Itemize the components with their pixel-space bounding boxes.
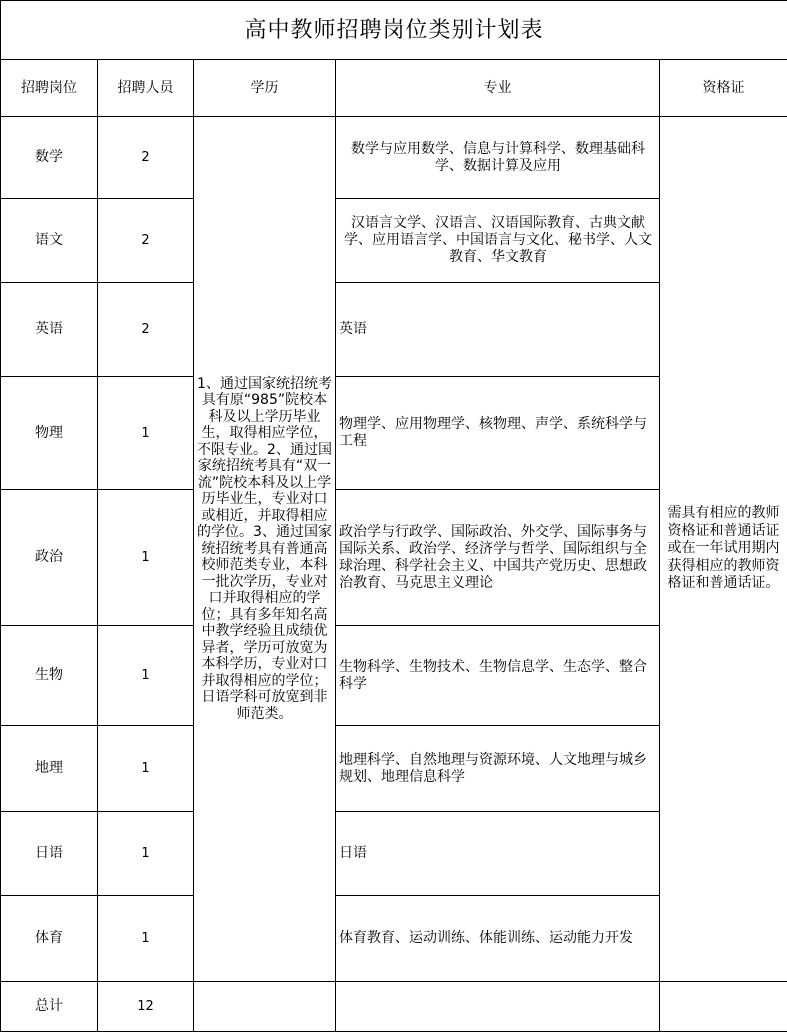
total-certificate-empty [660, 982, 787, 1032]
total-count: 12 [98, 982, 194, 1032]
count-cell: 1 [98, 896, 194, 982]
header-education: 学历 [194, 60, 336, 117]
count-cell: 1 [98, 726, 194, 812]
major-cell: 生物科学、生物技术、生物信息学、生态学、整合科学 [336, 626, 660, 726]
major-cell: 日语 [336, 812, 660, 896]
education-cell: 1、通过国家统招统考具有原“985”院校本科及以上学历毕业生，取得相应学位，不限专业。2、通过国家统招统考具有“双一流”院校本科及以上学历毕业生，专业对口或相近，并取得相应的学位。3、通过国家统招统考具有普通高校师范类专业，本科一批次学历，专业对口并取得相应的学位；具有多年知名高中教学经验且成绩优异者，学历可放宽为本科学历，专业对口并取得相应的学位；日语学科可放宽到非师范类。 [194, 117, 336, 982]
total-education-empty [194, 982, 336, 1032]
major-cell: 地理科学、自然地理与资源环境、人文地理与城乡规划、地理信息科学 [336, 726, 660, 812]
count-cell: 2 [98, 283, 194, 377]
position-cell: 物理 [1, 377, 98, 490]
count-cell: 2 [98, 117, 194, 199]
position-cell: 数学 [1, 117, 98, 199]
major-cell: 英语 [336, 283, 660, 377]
count-cell: 1 [98, 490, 194, 626]
header-count: 招聘人员 [98, 60, 194, 117]
certificate-cell: 需具有相应的教师资格证和普通话证或在一年试用期内获得相应的教师资格证和普通话证。 [660, 117, 787, 982]
count-cell: 1 [98, 377, 194, 490]
count-cell: 2 [98, 199, 194, 283]
major-cell: 体育教育、运动训练、体能训练、运动能力开发 [336, 896, 660, 982]
position-cell: 生物 [1, 626, 98, 726]
header-certificate: 资格证 [660, 60, 787, 117]
total-major-empty [336, 982, 660, 1032]
position-cell: 政治 [1, 490, 98, 626]
major-cell: 政治学与行政学、国际政治、外交学、国际事务与国际关系、政治学、经济学与哲学、国际组织与全球治理、科学社会主义、中国共产党历史、思想政治教育、马克思主义理论 [336, 490, 660, 626]
position-cell: 地理 [1, 726, 98, 812]
total-row [1, 982, 787, 1032]
table-title: 高中教师招聘岗位类别计划表 [1, 1, 787, 60]
total-label: 总计 [1, 982, 98, 1032]
header-major: 专业 [336, 60, 660, 117]
major-cell: 汉语言文学、汉语言、汉语国际教育、古典文献学、应用语言学、中国语言与文化、秘书学、人文教育、华文教育 [336, 199, 660, 283]
table-row [1, 117, 787, 199]
count-cell: 1 [98, 812, 194, 896]
position-cell: 日语 [1, 812, 98, 896]
count-cell: 1 [98, 626, 194, 726]
position-cell: 语文 [1, 199, 98, 283]
header-position: 招聘岗位 [1, 60, 98, 117]
position-cell: 体育 [1, 896, 98, 982]
major-cell: 物理学、应用物理学、核物理、声学、系统科学与工程 [336, 377, 660, 490]
major-cell: 数学与应用数学、信息与计算科学、数理基础科学、数据计算及应用 [336, 117, 660, 199]
position-cell: 英语 [1, 283, 98, 377]
